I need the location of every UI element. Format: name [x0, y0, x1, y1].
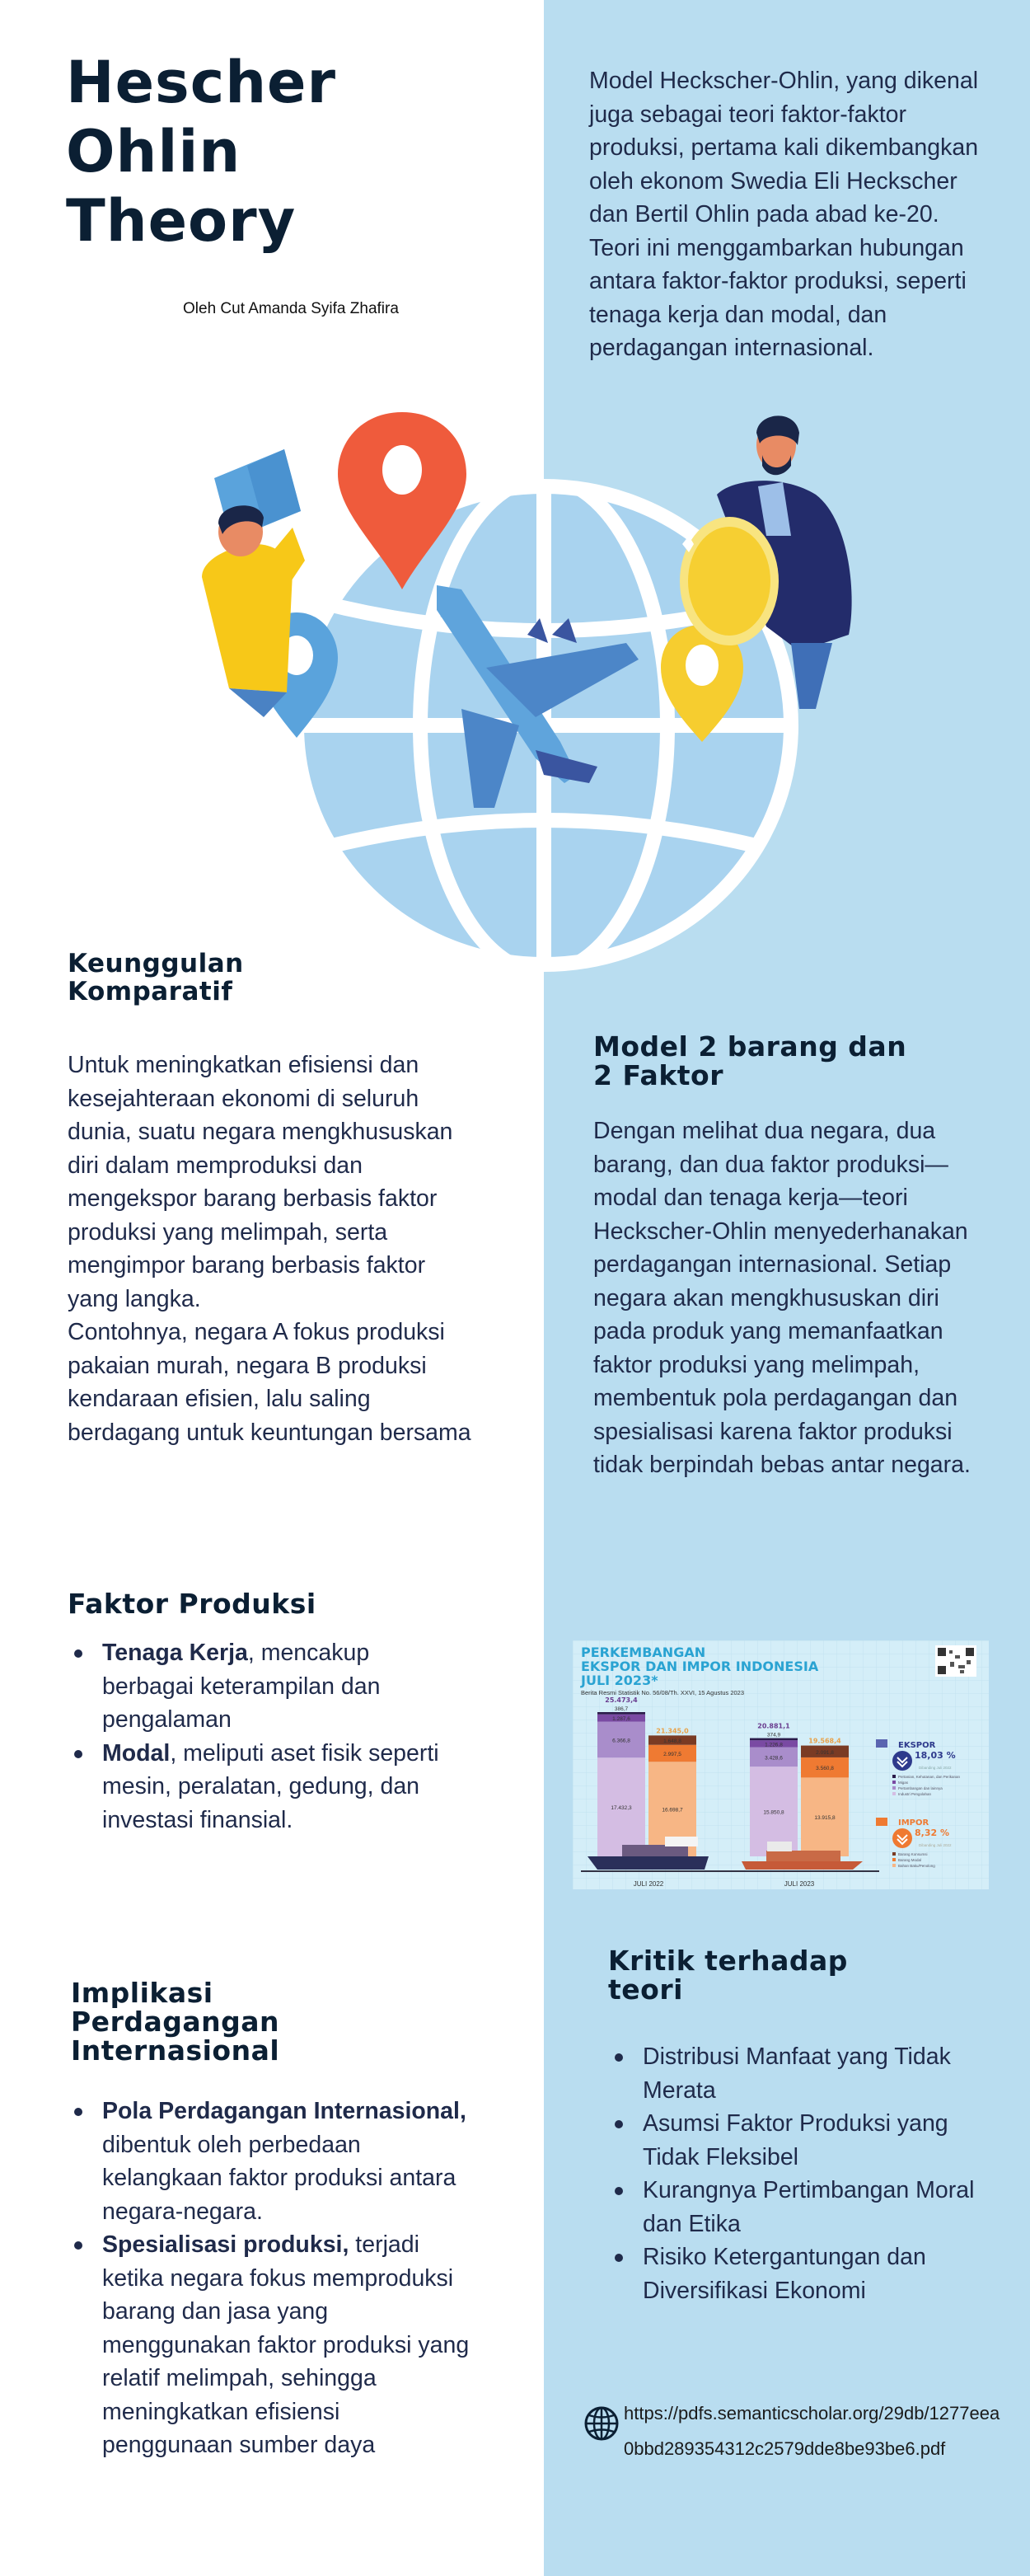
- legend-swatch: [892, 1852, 896, 1856]
- segment-value-label: 1.287,6: [612, 1716, 630, 1723]
- list-item: [68, 2228, 471, 2462]
- item-description: , meliputi aset fisik seperti mesin, peralatan, gedung, dan investasi finansial.: [102, 1739, 439, 1833]
- item-term: Pola Perdagangan Internasional,: [102, 2098, 466, 2124]
- intro-paragraph: Model Heckscher-Ohlin, yang dikenal juga sebagai teori faktor-faktor produksi, pertama kali dikembangkan oleh ekonom Swedia Eli Heckscher dan Bertil Ohlin pada abad ke-20. Teori ini menggambarkan hubungan antara faktor-faktor produksi, seperti tenaga kerja dan modal, dan perdagangan internasional.: [589, 68, 979, 361]
- keunggulan-paragraph: Untuk meningkatkan efisiensi dan kesejahteraan ekonomi di seluruh dunia, suatu negara mengkhususkan diri dalam memproduksi dan mengekspor barang berbasis faktor produksi yang melimpah, serta mengimpor barang berbasis faktor yang langka.: [68, 1052, 453, 1312]
- list-item: Asumsi Faktor Produksi yang Tidak Fleksibel: [608, 2107, 995, 2174]
- legend-swatch: [892, 1792, 896, 1795]
- source-link[interactable]: https://pdfs.semanticscholar.org/29db/1277eea0bbd289354312c2579dde8be93be6.pdf: [624, 2403, 1000, 2459]
- item-description: dibentuk oleh perbedaan kelangkaan faktor produksi antara negara-negara.: [102, 2131, 456, 2225]
- item-term: Spesialisasi produksi,: [102, 2231, 349, 2258]
- segment-value-label: 13.915,8: [814, 1815, 836, 1822]
- heading-line: Kritik terhadap: [608, 1945, 848, 1977]
- infographic-title-line: EKSPOR DAN IMPOR INDONESIA: [581, 1659, 819, 1674]
- list-item: Risiko Ketergantungan dan Diversifikasi Ekonomi: [608, 2241, 995, 2307]
- model-paragraph: Dengan melihat dua negara, dua barang, dan dua faktor produksi—modal dan tenaga kerja—teori Heckscher-Ohlin menyederhanakan perdagangan internasional. Setiap negara akan mengkhususkan diri pada produk yang memanfaatkan faktor produksi yang melimpah, membentuk pola perdagangan dan spesialisasi karena faktor produksi tidak berpindah bebas antar negara.: [593, 1118, 971, 1478]
- list-item: [68, 1636, 455, 1737]
- infographic-title-line: PERKEMBANGAN: [581, 1645, 706, 1660]
- segment-value-label: 3.560,8: [816, 1766, 834, 1772]
- legend-label: Migas: [898, 1781, 909, 1785]
- segment-value-label: 1.226,8: [765, 1742, 783, 1748]
- impor-container-icon: [876, 1818, 887, 1826]
- impor-total-label: 21.345,0: [656, 1727, 689, 1735]
- faktor-list: [68, 1636, 455, 1837]
- ekspor-total-label: 25.473,4: [605, 1696, 638, 1704]
- legend-label: Pertanian, Kehutanan, dan Perikanan: [898, 1775, 961, 1779]
- impor-label: IMPOR: [898, 1818, 929, 1828]
- item-description: , mencakup berbagai keterampilan dan pengalaman: [102, 1640, 381, 1733]
- list-item: Distribusi Manfaat yang Tidak Merata: [608, 2040, 995, 2107]
- legend-label: Industri Pengolahan: [898, 1792, 932, 1796]
- legend-swatch: [892, 1775, 896, 1778]
- legend-label: Barang Modal: [898, 1858, 922, 1862]
- impor-total-label: 19.568,4: [808, 1737, 841, 1745]
- implikasi-list: [68, 2095, 471, 2462]
- kritik-heading: [608, 1946, 848, 2004]
- globe-trade-illustration: [190, 396, 915, 973]
- title-line: Hescher: [66, 49, 337, 116]
- keunggulan-body: [68, 1049, 480, 1449]
- list-item: [68, 2095, 471, 2228]
- legend-swatch: [892, 1858, 896, 1861]
- ekspor-label: EKSPOR: [898, 1741, 936, 1750]
- heading-line: 2 Faktor: [593, 1059, 723, 1091]
- infographic-svg: [573, 1640, 989, 1889]
- ekspor-container-icon: [876, 1739, 887, 1748]
- ekspor-total-label: 20.881,1: [757, 1722, 790, 1730]
- keunggulan-example: Contohnya, negara A fokus produksi pakaian murah, negara B produksi kendaraan efisien, lalu saling berdagang untuk keuntungan bersama: [68, 1319, 471, 1446]
- page-title: [66, 48, 336, 256]
- impor-change: 8,32 %: [915, 1828, 949, 1838]
- infographic-title-line: JULI 2023*: [581, 1673, 658, 1688]
- impor-note: Dibanding Juli 2022: [919, 1843, 952, 1847]
- legend-label: Barang Konsumsi: [898, 1852, 928, 1856]
- legend-swatch: [892, 1786, 896, 1790]
- qr-code-icon: [935, 1645, 976, 1677]
- item-term: Modal: [102, 1739, 171, 1767]
- segment-value-label: 16.698,7: [662, 1807, 683, 1814]
- title-line: Ohlin: [66, 118, 241, 185]
- legend-label: Pertambangan dan lainnya: [898, 1786, 943, 1790]
- segment-value-label: 374,9: [766, 1732, 781, 1738]
- segment-value-label: 2.997,5: [663, 1751, 681, 1757]
- legend-swatch: [892, 1781, 896, 1784]
- ekspor-bar-segment: [750, 1738, 798, 1741]
- title-line: Theory: [66, 187, 297, 255]
- segment-value-label: 1.648,8: [663, 1738, 681, 1745]
- keunggulan-heading: [68, 950, 244, 1006]
- heading-line: Model 2 barang dan: [593, 1030, 907, 1063]
- legend-label: Bahan Baku/Penolong: [898, 1864, 935, 1868]
- globe-icon: [583, 2405, 620, 2442]
- ekspor-bar-segment: [597, 1712, 645, 1715]
- heading-line: Implikasi: [71, 1977, 213, 2009]
- heading-line: Internasional: [71, 2034, 280, 2067]
- infographic-subtitle: Berita Resmi Statistik No. 56/08/Th. XXVI, 15 Agustus 2023: [581, 1689, 745, 1696]
- implikasi-heading: [71, 1978, 279, 2065]
- trade-infographic-image: [573, 1640, 989, 1889]
- ekspor-note: Dibanding Juli 2022: [919, 1766, 952, 1770]
- segment-value-label: 17.432,3: [611, 1805, 632, 1812]
- kritik-list: [608, 2040, 995, 2307]
- list-item: [68, 1737, 455, 1837]
- author-byline: Oleh Cut Amanda Syifa Zhafira: [183, 300, 399, 317]
- segment-value-label: 3.428,6: [765, 1755, 783, 1762]
- group-label: JULI 2023: [784, 1880, 815, 1888]
- heading-line: Keunggulan: [68, 949, 244, 978]
- heading-line: teori: [608, 1973, 683, 2006]
- segment-value-label: 6.366,8: [612, 1738, 630, 1744]
- segment-value-label: 386,7: [614, 1706, 629, 1712]
- group-label: JULI 2022: [633, 1880, 664, 1888]
- faktor-heading: Faktor Produksi: [68, 1588, 316, 1620]
- segment-value-label: 2.091,8: [816, 1749, 834, 1756]
- legend-swatch: [892, 1864, 896, 1867]
- segment-value-label: 15.850,8: [763, 1809, 784, 1816]
- model-heading: [593, 1032, 906, 1090]
- heading-line: Komparatif: [68, 977, 233, 1006]
- heading-line: Perdagangan: [71, 2006, 279, 2038]
- list-item: Kurangnya Pertimbangan Moral dan Etika: [608, 2174, 995, 2241]
- item-description: terjadi ketika negara fokus memproduksi barang dan jasa yang menggunakan faktor produksi yang relatif melimpah, sehingga meningkatkan efisiensi penggunaan sumber daya: [102, 2231, 470, 2458]
- ekspor-change: 18,03 %: [915, 1750, 956, 1761]
- item-term: Tenaga Kerja: [102, 1640, 248, 1666]
